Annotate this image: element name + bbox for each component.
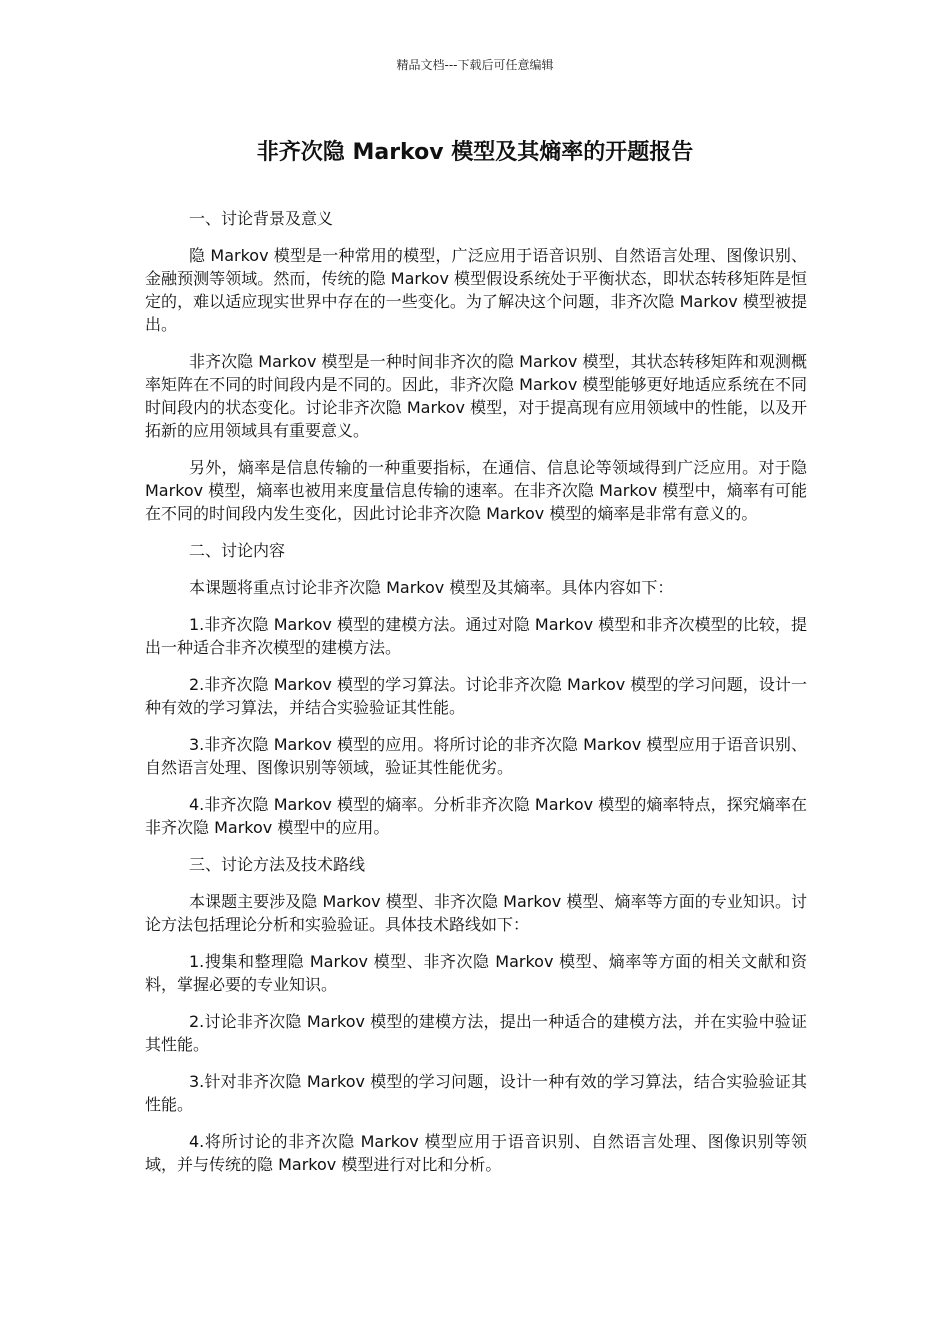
list-item: 2.讨论非齐次隐 Markov 模型的建模方法，提出一种适合的建模方法，并在实验中验证其性能。 (145, 1012, 807, 1054)
list-item: 1.搜集和整理隐 Markov 模型、非齐次隐 Markov 模型、熵率等方面的相关文献和资料，掌握必要的专业知识。 (145, 952, 807, 994)
section-heading-1: 一、讨论背景及意义 (189, 209, 334, 228)
body-paragraph: 另外，熵率是信息传输的一种重要指标，在通信、信息论等领域得到广泛应用。对于隐 Markov 模型，熵率也被用来度量信息传输的速率。在非齐次隐 Markov 模型中，熵率有可能在不同的时间段内发生变化，因此讨论非齐次隐 Markov 模型的熵率是非常有意义的。 (145, 458, 807, 523)
body-paragraph: 隐 Markov 模型是一种常用的模型，广泛应用于语音识别、自然语言处理、图像识别、金融预测等领域。然而，传统的隐 Markov 模型假设系统处于平衡状态，即状态转移矩阵是恒定的，难以适应现实世界中存在的一些变化。为了解决这个问题，非齐次隐 Markov 模型被提出。 (145, 246, 807, 334)
document-title: 非齐次隐 Markov 模型及其熵率的开题报告 (256, 140, 694, 165)
list-item: 1.非齐次隐 Markov 模型的建模方法。通过对隐 Markov 模型和非齐次模型的比较，提出一种适合非齐次模型的建模方法。 (145, 615, 807, 657)
section-heading-3: 三、讨论方法及技术路线 (189, 855, 366, 874)
body-paragraph: 非齐次隐 Markov 模型是一种时间非齐次的隐 Markov 模型，其状态转移矩阵和观测概率矩阵在不同的时间段内是不同的。因此，非齐次隐 Markov 模型能够更好地适应系统在不同时间段内的状态变化。讨论非齐次隐 Markov 模型，对于提高现有应用领域中的性能，以及开拓新的应用领域具有重要意义。 (145, 352, 807, 440)
page-header-note: 精品文档---下载后可任意编辑 (396, 58, 554, 72)
list-item: 4.将所讨论的非齐次隐 Markov 模型应用于语音识别、自然语言处理、图像识别等领域，并与传统的隐 Markov 模型进行对比和分析。 (145, 1132, 807, 1174)
list-item: 3.非齐次隐 Markov 模型的应用。将所讨论的非齐次隐 Markov 模型应用于语音识别、自然语言处理、图像识别等领域，验证其性能优劣。 (145, 735, 807, 777)
section-heading-2: 二、讨论内容 (189, 541, 286, 560)
body-paragraph: 本课题将重点讨论非齐次隐 Markov 模型及其熵率。具体内容如下： (189, 578, 674, 597)
body-paragraph: 本课题主要涉及隐 Markov 模型、非齐次隐 Markov 模型、熵率等方面的专业知识。讨论方法包括理论分析和实验验证。具体技术路线如下： (145, 892, 807, 934)
document-body (145, 207, 807, 1190)
list-item: 4.非齐次隐 Markov 模型的熵率。分析非齐次隐 Markov 模型的熵率特点，探究熵率在非齐次隐 Markov 模型中的应用。 (145, 795, 807, 837)
list-item: 3.针对非齐次隐 Markov 模型的学习问题，设计一种有效的学习算法，结合实验验证其性能。 (145, 1072, 807, 1114)
list-item: 2.非齐次隐 Markov 模型的学习算法。讨论非齐次隐 Markov 模型的学习问题，设计一种有效的学习算法，并结合实验验证其性能。 (145, 675, 807, 717)
